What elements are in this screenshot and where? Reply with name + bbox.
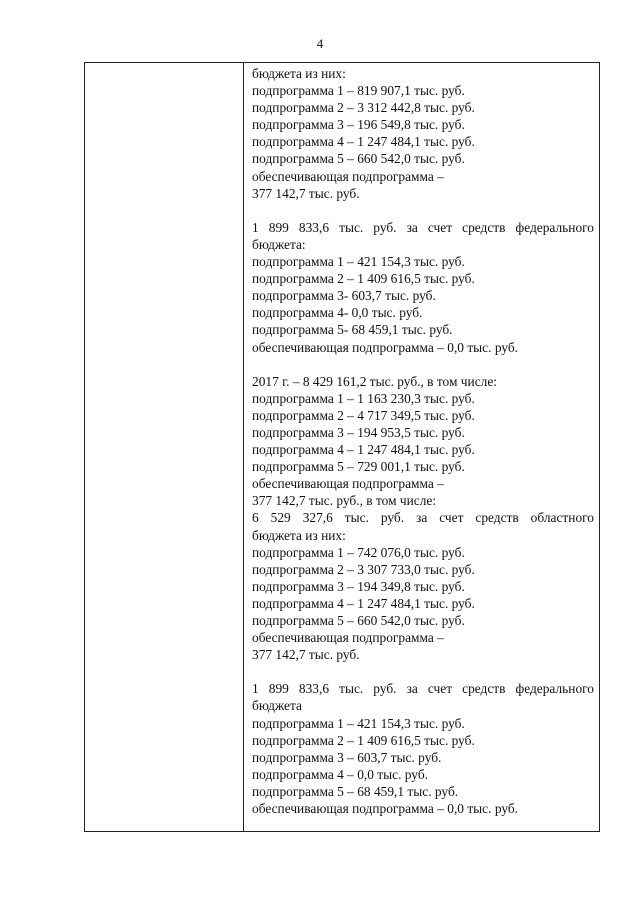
text-line: бюджета: [252, 236, 306, 252]
text-line: подпрограмма 4- 0,0 тыс. руб. [252, 305, 423, 321]
text-line: подпрограмма 5 – 729 001,1 тыс. руб. [252, 459, 465, 475]
text-line: обеспечивающая подпрограмма – [252, 476, 444, 492]
text-line: подпрограмма 1 – 421 154,3 тыс. руб. [252, 715, 465, 731]
text-line: подпрограмма 5 – 660 542,0 тыс. руб. [252, 613, 465, 628]
text-line: подпрограмма 1 – 421 154,3 тыс. руб. [252, 254, 465, 270]
regional-budget-breakdown-2016 [252, 65, 594, 202]
federal-budget-breakdown-2016 [252, 219, 594, 356]
text-line: подпрограмма 1 – 742 076,0 тыс. руб. [252, 544, 465, 560]
text-line: подпрограмма 5- 68 459,1 тыс. руб. [252, 322, 453, 338]
text-line: подпрограмма 1 – 819 907,1 тыс. руб. [252, 83, 465, 99]
text-line: бюджета из них: [252, 527, 346, 543]
text-line: подпрограмма 4 – 0,0 тыс. руб. [252, 766, 428, 782]
table-left-cell [85, 63, 244, 831]
page-number: 4 [316, 36, 324, 51]
text-line: подпрограмма 3- 603,7 тыс. руб. [252, 288, 436, 304]
text-line: подпрограмма 3 – 603,7 тыс. руб. [252, 749, 442, 765]
text-line: 377 142,7 тыс. руб., в том числе: [252, 493, 437, 509]
text-line: подпрограмма 1 – 1 163 230,3 тыс. руб. [252, 390, 475, 406]
text-line: обеспечивающая подпрограмма – 0,0 тыс. руб. [252, 339, 519, 355]
text-line: подпрограмма 2 – 3 307 733,0 тыс. руб. [252, 561, 475, 577]
paragraph-gap [252, 202, 594, 219]
funding-table [84, 62, 600, 832]
text-line: бюджета из них: [252, 66, 346, 81]
federal-budget-breakdown-2017 [252, 680, 594, 817]
text-line: подпрограмма 2 – 1 409 616,5 тыс. руб. [252, 732, 475, 748]
table-right-cell [252, 65, 594, 817]
text-line: 377 142,7 тыс. руб. [252, 185, 360, 201]
text-line: подпрограмма 4 – 1 247 484,1 тыс. руб. [252, 595, 475, 611]
paragraph-gap [252, 356, 594, 373]
text-line: подпрограмма 5 – 68 459,1 тыс. руб. [252, 783, 459, 799]
text-line: подпрограмма 3 – 194 953,5 тыс. руб. [252, 424, 465, 440]
text-line: обеспечивающая подпрограмма – [252, 168, 444, 184]
text-line: подпрограмма 2 – 1 409 616,5 тыс. руб. [252, 271, 475, 287]
text-line: подпрограмма 4 – 1 247 484,1 тыс. руб. [252, 134, 475, 150]
text-line: подпрограмма 2 – 4 717 349,5 тыс. руб. [252, 407, 475, 423]
text-line: подпрограмма 3 – 196 549,8 тыс. руб. [252, 117, 465, 133]
text-line: 6 529 327,6 тыс. руб. за счет средств областного [252, 510, 594, 526]
text-line: бюджета [252, 698, 302, 714]
text-line: 1 899 833,6 тыс. руб. за счет средств федерального [252, 219, 594, 235]
total-funding-2017 [252, 373, 594, 664]
text-line: подпрограмма 3 – 194 349,8 тыс. руб. [252, 578, 465, 594]
text-line: 2017 г. – 8 429 161,2 тыс. руб., в том числе: [252, 373, 497, 389]
text-line: подпрограмма 4 – 1 247 484,1 тыс. руб. [252, 442, 475, 458]
text-line: обеспечивающая подпрограмма – 0,0 тыс. руб. [252, 801, 519, 817]
text-line: подпрограмма 5 – 660 542,0 тыс. руб. [252, 151, 465, 167]
text-line: 1 899 833,6 тыс. руб. за счет средств федерального [252, 681, 594, 697]
text-line: 377 142,7 тыс. руб. [252, 647, 360, 663]
paragraph-gap [252, 663, 594, 680]
text-line: подпрограмма 2 – 3 312 442,8 тыс. руб. [252, 100, 475, 116]
text-line: обеспечивающая подпрограмма – [252, 630, 444, 646]
